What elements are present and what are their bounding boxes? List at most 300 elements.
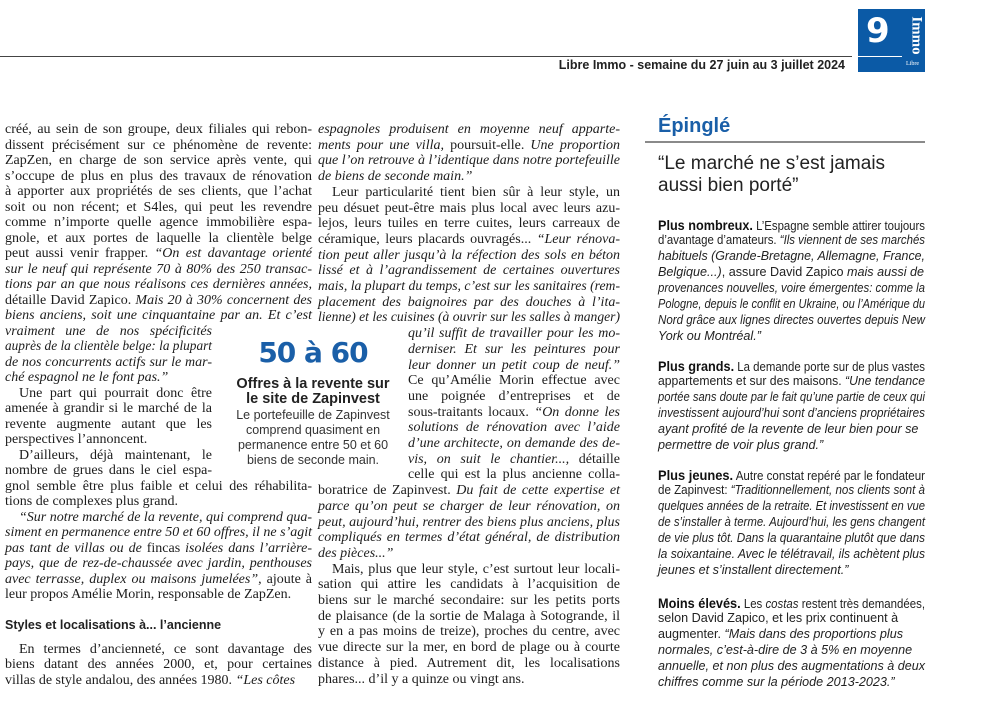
text-line (658, 675, 925, 691)
text-line-content (318, 672, 524, 688)
text-line-content (658, 217, 925, 233)
text-run: de Zapinvest: (658, 483, 731, 497)
text-line-content (658, 374, 925, 388)
text-line (658, 358, 925, 374)
text-line (5, 432, 212, 448)
text-run: Une part qui pourrait donc être (19, 385, 212, 401)
text-line-content (658, 675, 895, 689)
text-run: , ajoute à (258, 571, 313, 587)
text-line-content (332, 185, 620, 201)
text-run: “Une tendance (845, 374, 925, 388)
text-line (5, 169, 312, 185)
text-line (318, 530, 620, 546)
text-run: celle qui est la plus ancienne colla- (408, 467, 620, 483)
text-line (318, 640, 620, 656)
text-line-content (5, 673, 295, 689)
text-line (658, 515, 925, 531)
text-line (408, 389, 620, 405)
text-run: détaille David Zapico. (5, 292, 136, 308)
text-line-content (5, 417, 212, 433)
text-line (318, 279, 620, 295)
text-line-content (19, 386, 212, 402)
text-run: York ou Montréal.” (658, 329, 761, 343)
text-line-content (318, 248, 620, 264)
text-run: Nord grâce aux lignes directes ouvertes depuis New (658, 313, 925, 327)
text-line-content (658, 547, 925, 561)
text-line (5, 262, 312, 278)
text-line-content (658, 390, 925, 404)
text-line (408, 358, 620, 374)
text-line-content (658, 406, 925, 420)
text-line (408, 420, 620, 436)
text-line-content (658, 358, 925, 374)
text-run: Autre constat repéré par le fondateur (733, 469, 925, 483)
text-run: poursuit-elle. (450, 137, 531, 153)
text-line (658, 483, 925, 499)
text-run: parce qu’on peut se charger de leur rénovation, on (318, 498, 620, 514)
text-line-content (5, 169, 312, 185)
text-line-content (318, 153, 620, 169)
text-line (658, 467, 925, 483)
text-run: “Leur rénova- (536, 231, 620, 247)
text-line-content (658, 627, 903, 641)
text-line-content (5, 587, 291, 603)
text-line-content (5, 262, 312, 278)
text-line (318, 216, 620, 232)
text-run: mais, la plupart du temps, c’est sur les sanitaires (rem- (318, 279, 620, 294)
inset-figure: 50 à 60 (258, 336, 368, 369)
text-run: la soixantaine. Avec le télétravail, ils achètent plus (658, 547, 925, 561)
text-run: normales, c’est-à-dire de 3 à 5% en moyenne (658, 643, 913, 657)
text-run: pays, que de rez-de-chaussée avec jardin, penthouses (5, 556, 312, 571)
text-run: à apporter aux propriétés de ses clients, que l’achat (5, 184, 312, 199)
page-number-box (858, 9, 925, 72)
text-line-content (318, 201, 620, 217)
text-line-content (5, 215, 312, 231)
section-brand-logo: Immo (908, 16, 925, 55)
text-line-content (5, 308, 312, 324)
text-line (5, 277, 312, 293)
text-line-content (332, 562, 620, 578)
inset-desc-line: Le portefeuille de Zapinvest (236, 408, 390, 422)
text-line (5, 587, 312, 603)
text-line-content (408, 420, 620, 436)
text-run: peut aussi venir frapper. (5, 246, 155, 261)
text-line-content (318, 310, 620, 326)
text-run: Moins élevés. (658, 595, 741, 611)
text-run: “Ils viennent de ses marchés (779, 233, 925, 247)
text-line-content (5, 479, 312, 495)
text-line-content (318, 295, 620, 311)
text-run: quelques années de la retraite. Et investissent en vue (658, 499, 925, 513)
text-line-content (318, 656, 620, 672)
text-run: biens anciens, soit une cinquantaine par an. Et c’est (5, 308, 312, 323)
text-line (408, 467, 620, 483)
text-run: jeunes et s’installent directement.” (658, 563, 849, 577)
text-line-content (318, 624, 620, 640)
text-line (318, 483, 620, 499)
text-run: ments pour une villa, (318, 137, 451, 153)
text-run: revente augmente autant que les (5, 416, 212, 432)
text-line-content (5, 401, 212, 417)
text-line (658, 643, 925, 659)
text-run: provenances nouvelles, voire émergentes: comme la (658, 281, 925, 295)
text-run: peut, aujourd’hui, rentrer des biens plus anciens, plus (318, 514, 620, 530)
text-run: avec terrasse, duplex ou maisons jumelées” (5, 571, 259, 587)
text-run: de vie plus tôt. Dans la quarantaine plutôt que dans (658, 531, 925, 545)
text-line-content (5, 541, 312, 557)
text-line-content (658, 611, 898, 625)
text-run: perspectives l’annoncent. (5, 432, 148, 447)
text-line (5, 657, 312, 673)
text-run: Une proportion (530, 137, 620, 153)
text-run: y en a pas moins de treize), proches du centre, avec (318, 624, 620, 640)
text-line (318, 201, 620, 217)
text-line-content (318, 169, 472, 185)
text-run: Ce qu’Amélie Morin effectue avec (408, 373, 620, 389)
text-run: ayant profité de la revente de leur bien pour se (658, 422, 919, 436)
text-line-content (5, 339, 212, 355)
text-run: Plus grands. (658, 358, 735, 374)
text-run: isolées dans l’arrière- (180, 540, 312, 556)
text-line (658, 329, 925, 345)
text-line (658, 627, 925, 643)
text-line (5, 308, 312, 324)
text-line-content (5, 246, 312, 262)
text-run: auprès de la clientèle belge: la plupart (5, 339, 212, 354)
text-run: Mais, plus que leur style, c’est surtout leur locali- (332, 561, 620, 577)
text-line (658, 611, 925, 627)
text-line-content (658, 563, 848, 577)
text-line-content (408, 389, 620, 405)
text-run: Les (740, 597, 766, 611)
text-run: habituels (Grande-Bretagne, Allemagne, France, (658, 249, 925, 263)
text-run: s’occupe de plus en plus des travaux de rénovation (5, 168, 312, 184)
text-run: Plus nombreux. (658, 217, 753, 233)
article-subheading: Styles et localisations à... l’ancienne (5, 618, 222, 632)
text-line-content (658, 595, 925, 611)
text-line-content (318, 138, 620, 154)
text-line (5, 673, 312, 689)
text-run: derniser. Et sur les peintures pour (408, 341, 620, 357)
text-line (318, 672, 620, 688)
text-run: pas tant de villas ou de (5, 540, 147, 556)
text-run: Plus jeunes. (658, 467, 734, 483)
text-run: appartements et sur des maisons. (658, 374, 846, 388)
text-line-content (318, 593, 620, 609)
text-run: leur propos Amélie Morin, responsable de ZapZen. (5, 587, 292, 602)
running-title: Libre Immo - semaine du 27 juin au 3 juillet 2024 (558, 58, 845, 72)
text-run: créé, au sein de son groupe, deux filiales qui rebon- (5, 122, 312, 137)
text-line-content (318, 122, 620, 138)
text-run: leur donner un petit coup de neuf.” (408, 357, 620, 373)
text-line-content (408, 326, 620, 342)
text-line-content (658, 499, 925, 513)
text-line (5, 231, 312, 247)
text-run: vue directe sur la mer, en bord de plage ou à courte (318, 640, 620, 656)
text-line (332, 185, 620, 201)
text-line-content (318, 640, 620, 656)
text-run: nombre de grues dans le ciel espa- (5, 463, 212, 478)
text-line (658, 233, 925, 249)
text-line-content (5, 494, 178, 510)
text-line-content (5, 231, 312, 247)
text-line-content (658, 483, 925, 497)
text-line (318, 499, 620, 515)
text-run: biens sur le marché secondaire: sur les petits ports (318, 593, 620, 608)
text-line-content (408, 436, 620, 452)
text-line-content (5, 293, 312, 309)
text-run: permettre de voir plus grand.” (658, 438, 824, 452)
text-line-content (318, 216, 620, 232)
text-line (5, 138, 312, 154)
text-line-content (408, 342, 620, 358)
text-line (5, 339, 212, 355)
text-run: gnol semble être plus faible et celui des réhabilita- (5, 478, 312, 494)
text-line (5, 153, 312, 169)
text-line (19, 642, 312, 658)
header-rule (0, 56, 852, 57)
text-line (658, 422, 925, 438)
text-line (5, 494, 312, 510)
text-line (658, 281, 925, 297)
text-line-content (5, 184, 312, 200)
text-run: de nos concurrents actifs sur le mar- (5, 354, 212, 370)
text-run: fincas (146, 540, 181, 556)
text-line-content (5, 657, 312, 673)
text-line (408, 342, 620, 358)
text-line (19, 386, 212, 402)
text-run: gnole, et aux portes de laquelle la clientèle belge (5, 230, 312, 246)
text-line (658, 297, 925, 313)
text-line (318, 310, 620, 326)
text-line (658, 499, 925, 515)
text-run: investissent aujourd’hui sont d’anciens propriétaires (658, 406, 925, 420)
text-run: boratrice de Zapinvest. (318, 483, 457, 499)
text-line-content (5, 355, 212, 371)
text-line (5, 417, 212, 433)
text-run: Mais 20 à 30% concernent des (135, 292, 312, 308)
text-line-content (5, 463, 212, 479)
text-line (658, 659, 925, 675)
text-line-content (318, 609, 620, 625)
text-run: D’ailleurs, déjà maintenant, le (19, 447, 212, 463)
text-run: “Mais dans des proportions plus (724, 627, 904, 641)
text-line-content (658, 643, 912, 657)
sidebar-quote-line: aussi bien porté” (658, 175, 799, 196)
page-box-divider (858, 56, 902, 57)
text-run: mais aussi de (847, 265, 925, 279)
text-run: “On est davantage orienté (154, 246, 313, 261)
text-line (318, 593, 620, 609)
text-run: lienne) et les cuisines (à ouvrir sur les salles à manger) (318, 310, 620, 326)
text-line (5, 324, 212, 340)
text-run: augmenter. (658, 627, 725, 641)
text-line-content (318, 483, 620, 499)
text-line-content (408, 405, 620, 421)
text-line (5, 401, 212, 417)
text-line (5, 215, 312, 231)
text-run: tions de complexes plus grand. (5, 494, 179, 509)
text-line-content (318, 499, 620, 515)
text-line (318, 122, 620, 138)
text-line (318, 248, 620, 264)
text-line-content (5, 370, 168, 386)
text-run: “Traditionnellement, nos clients sont à (730, 483, 925, 497)
text-line (318, 546, 620, 562)
text-run: sation qui attire les candidats à l’acquisition de (318, 577, 620, 593)
text-run: lejos, leurs tuiles en terre cuites, leurs carreaux de (318, 216, 620, 232)
text-line-content (658, 297, 925, 311)
text-line (408, 326, 620, 342)
text-line (5, 479, 312, 495)
text-line-content (658, 531, 925, 545)
text-line (408, 373, 620, 389)
text-line-content (318, 546, 393, 562)
text-run: soit ou non récent; et S4les, qui peut les revendre (5, 199, 312, 215)
sidebar-quote-line: “Le marché ne s’est jamais (658, 153, 886, 174)
text-line (5, 370, 212, 386)
text-run: espagnoles produisent en moyenne neuf apparte- (318, 122, 620, 137)
text-run: d’avantage d’amateurs. (658, 233, 780, 247)
text-run: annuelle, et non plus des augmentations à deux (658, 659, 925, 673)
text-line (318, 153, 620, 169)
text-run: de biens de seconde main.” (318, 169, 473, 185)
text-line (658, 406, 925, 422)
text-line-content (318, 530, 620, 546)
text-line-content (658, 281, 925, 295)
text-line-content (5, 432, 147, 448)
text-line (658, 374, 925, 390)
text-run: lissé et à l’agrandissement de certaines ouvertures (318, 263, 620, 279)
text-line (658, 265, 925, 281)
text-run: de s’installer à terme. Aujourd’hui, les gens changent (658, 515, 925, 529)
text-line-content (5, 572, 312, 588)
text-line (332, 562, 620, 578)
text-line (318, 263, 620, 279)
text-line-content (658, 422, 918, 436)
text-line (5, 572, 312, 588)
text-run: “Sur notre marché de la revente, qui comprend qua- (19, 509, 312, 525)
text-line-content (658, 249, 925, 263)
text-line (318, 138, 620, 154)
text-line-content (5, 324, 212, 340)
text-run: d’une architecte, on demande des de- (408, 436, 620, 451)
text-line (318, 577, 620, 593)
text-line-content (658, 329, 761, 343)
text-run: sous-traitants locaux. (408, 404, 535, 420)
text-run: L’Espagne semble attirer toujours (752, 219, 925, 233)
text-line (658, 249, 925, 265)
text-run: céramique, leurs placards ouvragés... (318, 231, 537, 247)
text-line (658, 217, 925, 233)
text-line-content (5, 556, 312, 572)
text-run: compliqués en termes d’état général, de distribution (318, 530, 620, 546)
text-run: que l’on retrouve à l’identique dans notre portefeuille (318, 153, 620, 169)
text-line-content (19, 510, 312, 526)
text-line-content (658, 515, 925, 529)
page-number: 9 (866, 11, 890, 51)
text-line-content (5, 153, 312, 169)
text-run: dissent précisément sur ce phénomène de revente: (5, 137, 312, 153)
text-run: vraiment une de nos spécificités (5, 323, 212, 339)
inset-desc-line: permanence entre 50 et 60 (237, 438, 389, 452)
text-line (19, 510, 312, 526)
text-line (318, 609, 620, 625)
text-line (658, 531, 925, 547)
text-run: amenée à grandir si le marché de la (5, 401, 212, 416)
text-run: costas (765, 597, 799, 611)
text-line-content (19, 448, 212, 464)
text-run: Leur particularité tient bien sûr à leur style, un (332, 184, 620, 200)
text-run: solutions de rénovation avec l’aide (408, 420, 620, 436)
text-line-content (5, 200, 312, 216)
text-line (658, 313, 925, 329)
text-line-content (408, 373, 620, 389)
section-brand-sub: Libre (906, 61, 919, 67)
text-line (19, 448, 212, 464)
text-line (408, 452, 620, 468)
text-run: comme n’importe quelle agence immobilière espa- (5, 215, 312, 230)
text-line-content (658, 313, 925, 327)
text-run: phares... d’il y a quinze ou vingt ans. (318, 671, 525, 687)
inset-title-line: Offres à la revente sur (236, 376, 390, 392)
text-run: sur le neuf qui représente 70 à 80% des 250 transac- (5, 261, 312, 277)
text-run: La demande porte sur de plus vastes (734, 360, 925, 374)
text-run: peu désuet peut-être mais plus local avec leurs azu- (318, 200, 620, 216)
text-line-content (318, 232, 620, 248)
text-run: tions par an que nous réalisons ces dernières années, (5, 277, 312, 292)
text-run: placement des baignoires par des douches à l’ita- (318, 294, 620, 310)
text-run: , assure David Zapico (721, 265, 848, 279)
text-line-content (318, 515, 620, 531)
text-line (318, 515, 620, 531)
text-run: tion peut aller jusqu’à la réfection des sols en béton (318, 247, 620, 263)
text-run: En termes d’ancienneté, ce sont davantage des (19, 641, 312, 657)
text-line (5, 525, 312, 541)
text-line-content (658, 467, 925, 483)
text-line (658, 438, 925, 454)
text-line-content (658, 265, 924, 279)
sidebar-kicker: Épinglé (658, 115, 731, 137)
text-line-content (658, 438, 823, 452)
text-line (408, 436, 620, 452)
text-line-content (658, 233, 925, 247)
text-line-content (5, 277, 312, 293)
text-line (658, 390, 925, 406)
text-line-content (5, 525, 312, 541)
inset-desc-line: biens de seconde main. (246, 453, 380, 467)
text-line-content (318, 263, 620, 279)
text-line (658, 547, 925, 563)
text-run: une poignée d’entreprises et de (408, 388, 620, 404)
inset-title-line: le site de Zapinvest (246, 391, 380, 407)
text-run: ché espagnol ne le font pas.” (5, 370, 169, 385)
text-run: des pièces...” (318, 545, 394, 561)
text-line-content (19, 642, 312, 658)
text-run: chiffres comme sur la période 2013-2023.” (658, 675, 895, 689)
text-run: Belgique...) (658, 265, 722, 279)
text-line (5, 541, 312, 557)
text-line (5, 184, 312, 200)
text-run: de plaisance (de la sortie de Malaga à Sotogrande, il (318, 608, 620, 624)
text-run: “Les côtes (235, 672, 296, 688)
text-run: “On donne les (534, 404, 620, 420)
sidebar-rule (645, 141, 925, 143)
text-run: villas de style andalou, des années 1980. (5, 672, 236, 688)
text-run: distance à pied. Autrement dit, les localisations (318, 655, 620, 671)
text-line (5, 293, 312, 309)
